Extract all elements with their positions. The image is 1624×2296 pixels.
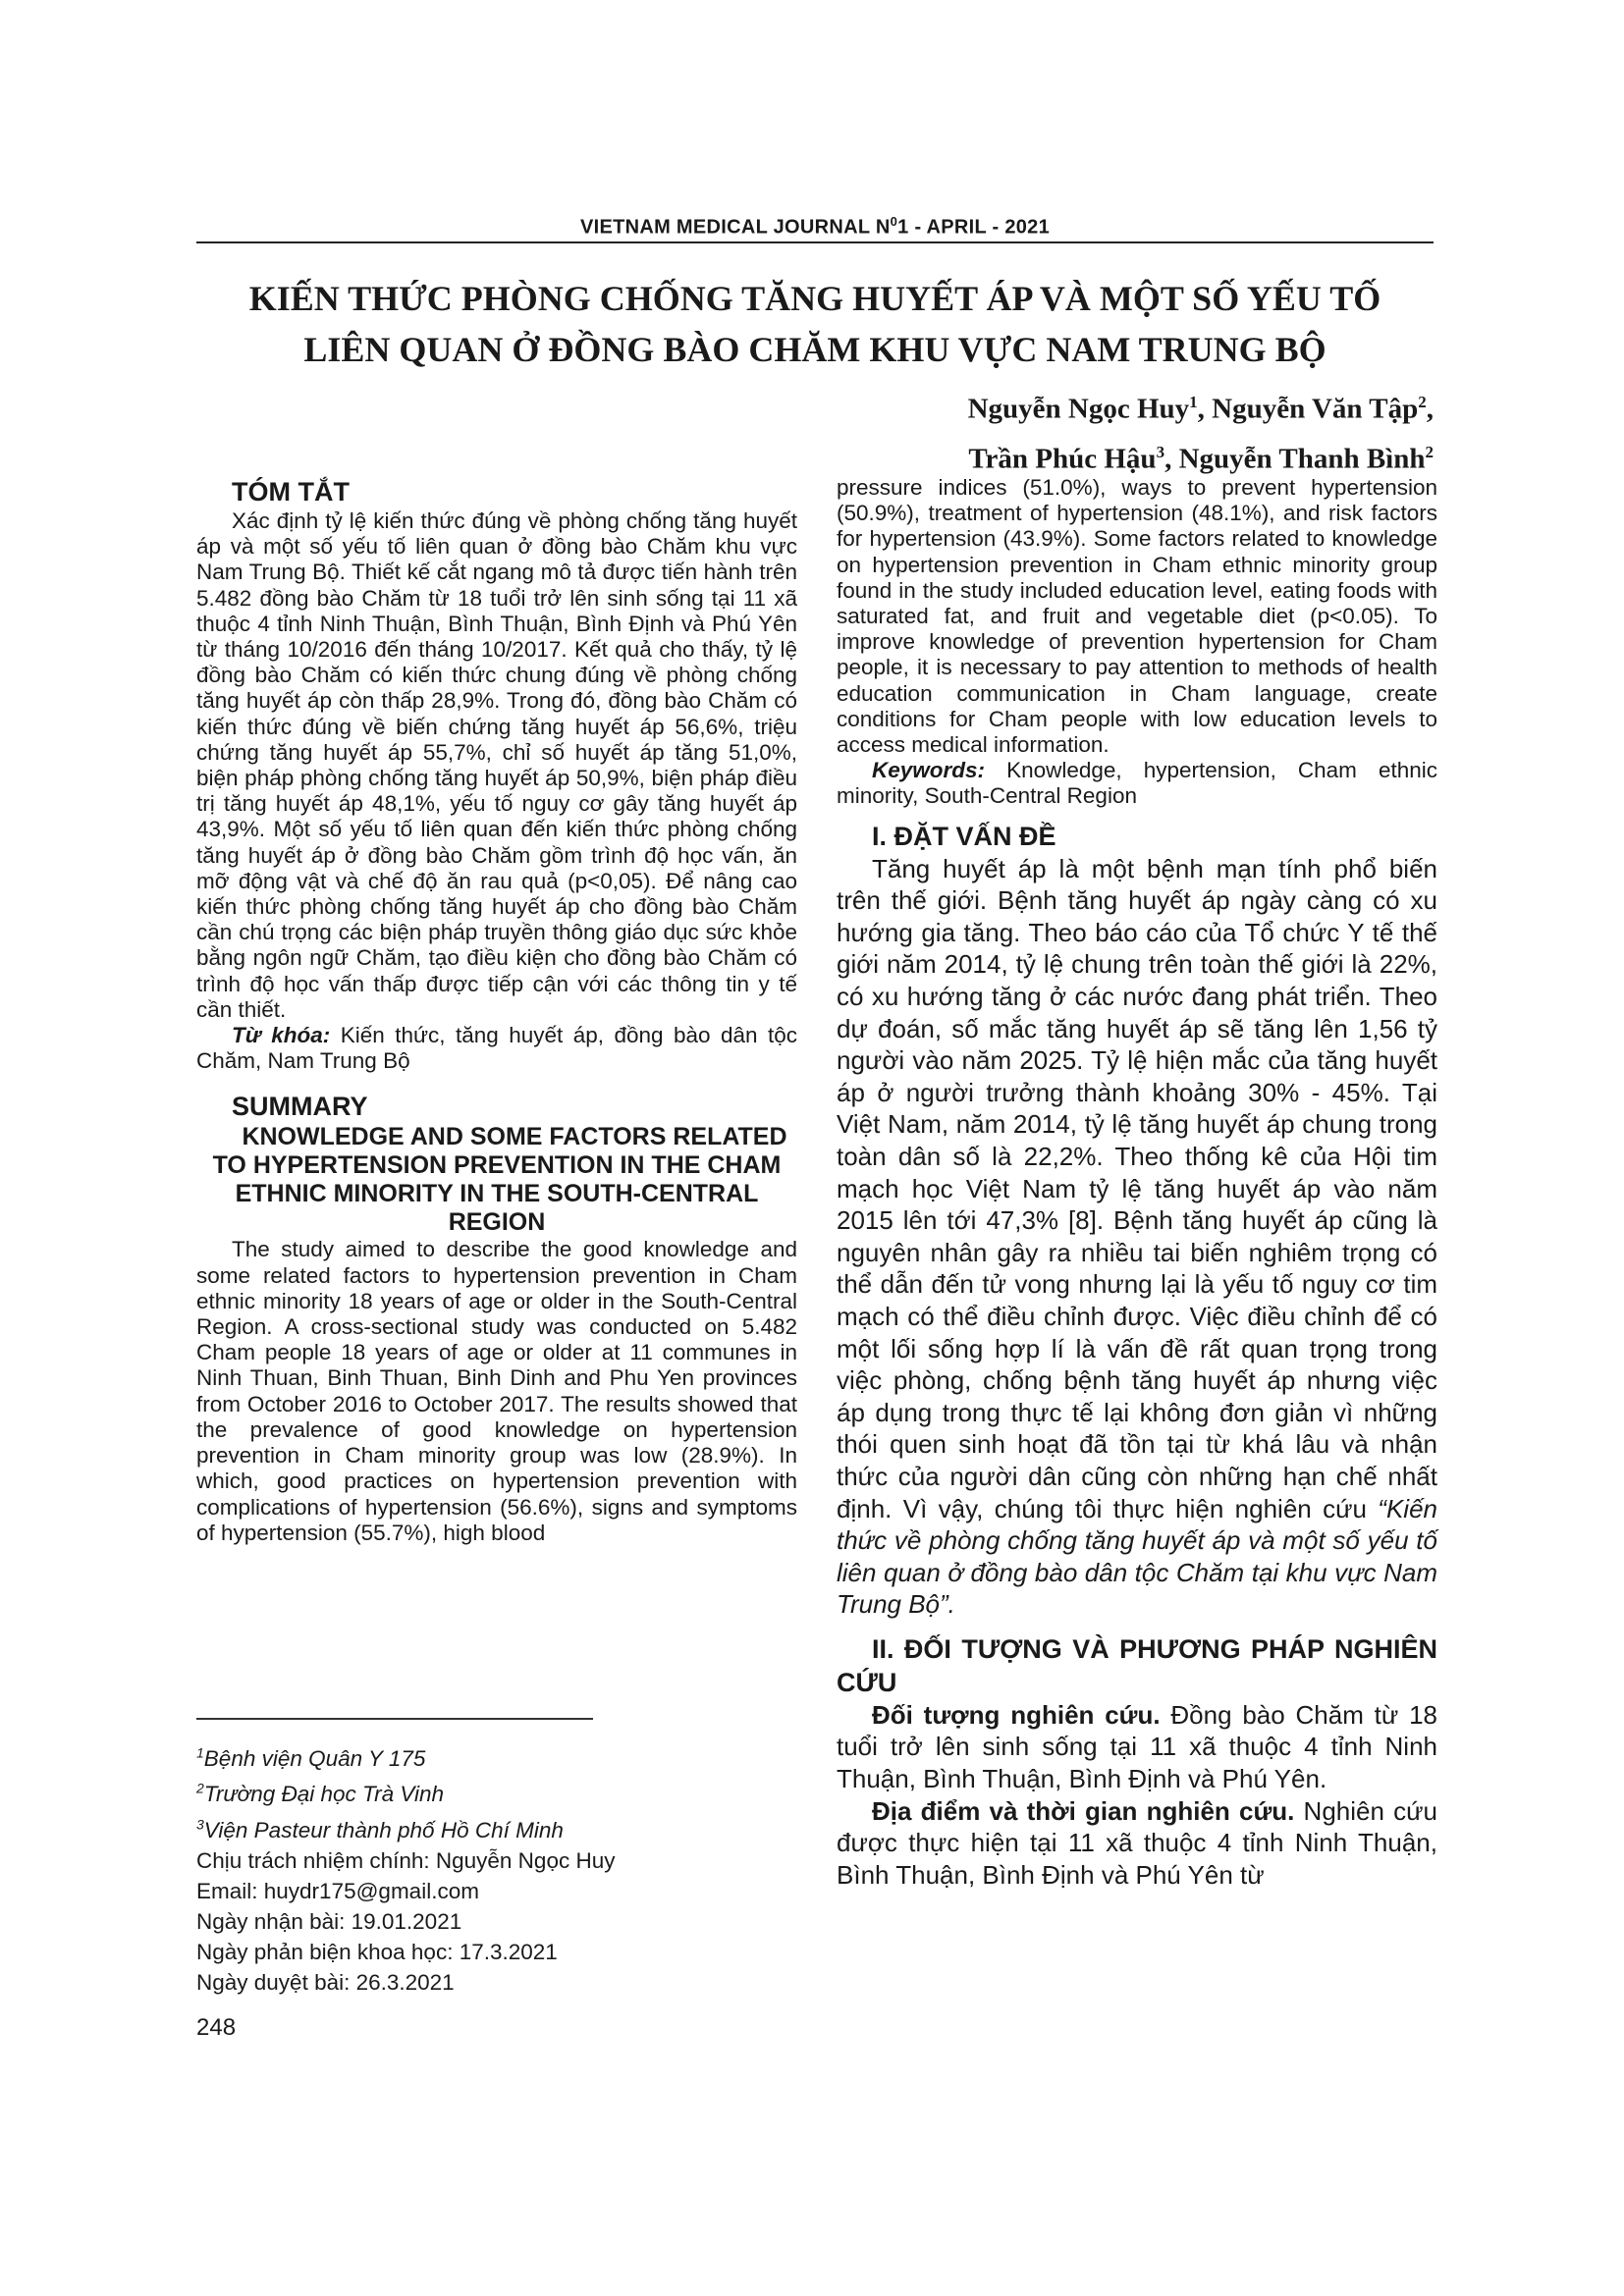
section2-subjects: Đối tượng nghiên cứu. Đồng bào Chăm từ 18 tuổi trở lên sinh sống tại 11 xã thuộc 4 tỉnh Ninh Thuận, Bình Thuận, Bình Định và Phú Yên. — [837, 1699, 1438, 1794]
footnote-affiliation-3: $^3$Viện Pasteur thành phố Hồ Chí Minh — [196, 1816, 564, 1842]
summary-body-part1: The study aimed to describe the good knowledge and some related factors to hypertension prevention in Cham ethnic minority 18 years of age or older in the South-Central Region. A cross-sectional study was conducted on 5.482 Cham people 18 years of age or older at 11 communes in Ninh Thuan, Binh Thuan, Binh Dinh and Phu Yen provinces from October 2016 to October 2017. The results showed that the prevalence of good knowledge on hypertension prevention in Cham minority group was low (28.9%). In which, good practices on hypertension prevention with complications of hypertension (56.6%), signs and symptoms of hypertension (55.7%), high blood — [196, 1237, 797, 1545]
article-title — [196, 273, 1434, 375]
footnotes — [196, 1737, 825, 1998]
section1-body: Tăng huyết áp là một bệnh mạn tính phổ biến trên thế giới. Bệnh tăng huyết áp ngày càng có xu hướng gia tăng. Theo báo cáo của Tổ chức Y tế thế giới năm 2014, tỷ lệ chung trên toàn thế giới là 22%, có xu hướng tăng ở các nước đang phát triển. Theo dự đoán, số mắc tăng huyết áp sẽ tăng lên 1,56 tỷ người vào năm 2025. Tỷ lệ hiện mắc của tăng huyết áp ở người trưởng thành khoảng 30% - 45%. Tại Việt Nam, năm 2014, tỷ lệ tăng huyết áp chung trong toàn dân số là 22,2%. Theo thống kê của Hội tim mạch học Việt Nam tỷ lệ tăng huyết áp vào năm 2015 lên tới 47,3% [8]. Bệnh tăng huyết áp cũng là nguyên nhân gây ra nhiều tai biến nghiêm trọng có thể dẫn đến tử vong nhưng lại là yếu tố nguy cơ tim mạch có thể điều chỉnh được. Việc điều chỉnh để có một lối sống hợp lí là vấn đề rất quan trọng trong việc phòng, chống bệnh tăng huyết áp nhưng việc áp dụng trong thực tế lại không đơn giản vì những thói quen sinh hoạt đã tồn tại từ khá lâu và nhận thức của người dân cũng còn những hạn chế nhất định. Vì vậy, chúng tôi thực hiện nghiên cứu “Kiến thức về phòng chống tăng huyết áp và một số yếu tố liên quan ở đồng bào dân tộc Chăm tại khu vực Nam Trung Bộ”. — [837, 853, 1437, 1620]
title-line-1: KIẾN THỨC PHÒNG CHỐNG TĂNG HUYẾT ÁP VÀ MỘT SỐ YẾU TỐ — [248, 279, 1381, 318]
right-column — [837, 475, 1437, 1891]
authors: Nguyễn Ngọc Huy$^1$, Nguyễn Văn Tập$^2$, Trần Phúc Hậu$^3$, Nguyễn Thanh Bình$^2$ — [967, 393, 1434, 475]
summary-body-part2: pressure indices (51.0%), ways to prevent hypertension (50.9%), treatment of hypertension (48.1%), and risk factors for hypertension (43.9%). Some factors related to knowledge on hypertension prevention in Cham ethnic minority group found in the study included education level, eating foods with saturated fat, and fruit and vegetable diet (p<0.05). To improve knowledge of prevention hypertension for Cham people, it is necessary to pay attention to methods of health education communication in Cham language, create conditions for Cham people with low education levels to access medical information. — [837, 475, 1437, 758]
keywords-en: Keywords: Knowledge, hypertension, Cham ethnic minority, South-Central Region — [837, 758, 1437, 809]
section1-heading: I. ĐẶT VẤN ĐỀ — [872, 821, 1056, 851]
footnote-rule — [196, 1718, 593, 1720]
footnote-responsible: Chịu trách nhiệm chính: Nguyễn Ngọc Huy — [196, 1847, 616, 1873]
section2-location: Địa điểm và thời gian nghiên cứu. Nghiên cứu được thực hiện tại 11 xã thuộc 4 tỉnh Ninh Thuận, Bình Thuận, Bình Định và Phú Yên từ — [837, 1795, 1437, 1890]
footnote-accepted: Ngày duyệt bài: 26.3.2021 — [196, 1969, 455, 1995]
page-number: 248 — [196, 2014, 237, 2041]
section2-heading: II. ĐỐI TƯỢNG VÀ PHƯƠNG PHÁP NGHIÊN CỨU — [837, 1633, 1437, 1697]
footnote-affiliation-2: $^2$Trường Đại học Trà Vinh — [196, 1780, 445, 1806]
footnote-affiliation-1: $^1$Bệnh viện Quân Y 175 — [196, 1744, 426, 1771]
footnote-reviewed: Ngày phản biện khoa học: 17.3.2021 — [196, 1939, 558, 1964]
footnote-email: Email: huydr175@gmail.com — [196, 1878, 479, 1903]
keywords-vn: Từ khóa: Kiến thức, tăng huyết áp, đồng bào dân tộc Chăm, Nam Trung Bộ — [196, 1023, 797, 1074]
abstract-vn-heading: TÓM TẮT — [232, 477, 350, 507]
header-rule — [196, 241, 1434, 243]
summary-title: KNOWLEDGE AND SOME FACTORS RELATED TO HYPERTENSION PREVENTION IN THE CHAM ETHNIC MINORITY IN THE SOUTH-CENTRAL REGION — [212, 1123, 787, 1237]
title-line-2: LIÊN QUAN Ở ĐỒNG BÀO CHĂM KHU VỰC NAM TRUNG BỘ — [303, 330, 1326, 369]
abstract-vn-body: Xác định tỷ lệ kiến thức đúng về phòng chống tăng huyết áp và một số yếu tố liên quan ở đồng bào Chăm khu vực Nam Trung Bộ. Thiết kế cắt ngang mô tả được tiến hành trên 5.482 đồng bào Chăm từ 18 tuổi trở lên sinh sống tại 11 xã thuộc 4 tỉnh Ninh Thuận, Bình Thuận, Bình Định và Phú Yên từ tháng 10/2016 đến tháng 10/2017. Kết quả cho thấy, tỷ lệ đồng bào Chăm có kiến thức chung đúng về phòng chống tăng huyết áp còn thấp 28,9%. Trong đó, đồng bào Chăm có kiến thức đúng về biến chứng tăng huyết áp 56,6%, triệu chứng tăng huyết áp 55,7%, chỉ số huyết áp tăng 51,0%, biện pháp phòng chống tăng huyết áp 50,9%, biện pháp điều trị tăng huyết áp 48,1%, yếu tố nguy cơ gây tăng huyết áp 43,9%. Một số yếu tố liên quan đến kiến thức phòng chống tăng huyết áp ở đồng bào Chăm gồm trình độ học vấn, ăn mỡ động vật và chế độ ăn rau quả (p<0,05). Để nâng cao kiến thức phòng chống tăng huyết áp cho đồng bào Chăm cần chú trọng các biện pháp truyền thông giáo dục sức khỏe bằng ngôn ngữ Chăm, tạo điều kiện cho đồng bào Chăm có trình độ học vấn thấp được tiếp cận với các thông tin y tế cần thiết. — [196, 508, 797, 1022]
journal-header: VIETNAM MEDICAL JOURNAL $N^01$ - APRIL - 2021 — [579, 214, 1051, 239]
footnote-received: Ngày nhận bài: 19.01.2021 — [196, 1908, 462, 1934]
summary-heading: SUMMARY — [232, 1092, 368, 1122]
left-column — [196, 475, 797, 1546]
